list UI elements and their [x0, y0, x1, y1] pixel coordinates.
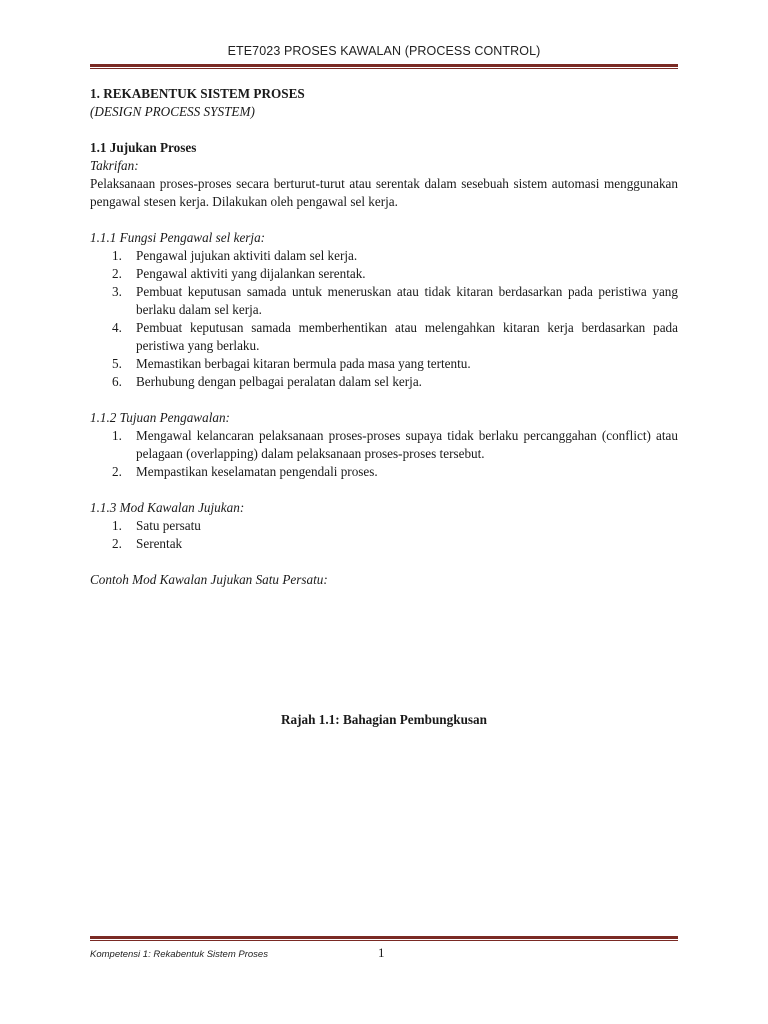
fungsi-heading: 1.1.1 Fungsi Pengawal sel kerja:: [90, 230, 266, 245]
list-text: Pembuat keputusan samada memberhentikan atau melengahkan kitaran kerja berdasarkan pada peristiwa yang berlaku.: [136, 320, 678, 353]
list-item: [90, 265, 678, 283]
list-item: [90, 319, 678, 355]
list-text: Mempastikan keselamatan pengendali proses.: [136, 464, 378, 479]
list-text: Memastikan berbagai kitaran bermula pada masa yang tertentu.: [136, 356, 471, 371]
list-item: [90, 355, 678, 373]
list-item: [90, 517, 678, 535]
list-number: 3.: [112, 284, 122, 299]
tujuan-heading: 1.1.2 Tujuan Pengawalan:: [90, 410, 230, 425]
list-number: 1.: [112, 248, 122, 263]
list-text: Serentak: [136, 536, 183, 551]
list-item: [90, 427, 678, 463]
list-number: 5.: [112, 356, 122, 371]
list-number: 2.: [112, 536, 122, 551]
list-item: [90, 535, 678, 553]
tujuan-list: [90, 427, 678, 481]
example-heading: Contoh Mod Kawalan Jujukan Satu Persatu:: [90, 572, 328, 587]
section-title: 1. REKABENTUK SISTEM PROSES: [90, 86, 305, 101]
mod-list: [90, 517, 678, 553]
list-text: Pembuat keputusan samada untuk meneruskan atau tidak kitaran berdasarkan pada peristiwa yang berlaku dalam sel kerja.: [136, 284, 678, 317]
footer-rule: [90, 936, 678, 941]
list-item: [90, 283, 678, 319]
running-header: ETE7023 PROSES KAWALAN (PROCESS CONTROL): [227, 44, 541, 58]
definition-label: Takrifan:: [90, 158, 139, 173]
fungsi-list: [90, 247, 678, 391]
main-content: [90, 85, 678, 589]
list-text: Pengawal aktiviti yang dijalankan serentak.: [136, 266, 366, 281]
header-rule: [90, 64, 678, 69]
list-number: 4.: [112, 320, 122, 335]
list-number: 1.: [112, 428, 122, 443]
page-number: 1: [378, 945, 385, 960]
section-subtitle: (DESIGN PROCESS SYSTEM): [90, 104, 255, 119]
list-number: 1.: [112, 518, 122, 533]
list-item: [90, 373, 678, 391]
list-text: Satu persatu: [136, 518, 201, 533]
list-number: 6.: [112, 374, 122, 389]
list-item: [90, 463, 678, 481]
list-number: 2.: [112, 266, 122, 281]
list-item: [90, 247, 678, 265]
figure-caption: Rajah 1.1: Bahagian Pembungkusan: [281, 712, 487, 727]
list-text: Mengawal kelancaran pelaksanaan proses-proses supaya tidak berlaku percanggahan (conflict) atau pelagaan (overlapping) dalam pelaksanaan proses-proses tersebut.: [136, 428, 678, 461]
definition-text: Pelaksanaan proses-proses secara berturut-turut atau serentak dalam sesebuah sistem automasi menggunakan pengawal stesen kerja. Dilakukan oleh pengawal sel kerja.: [90, 176, 678, 209]
mod-heading: 1.1.3 Mod Kawalan Jujukan:: [90, 500, 245, 515]
list-text: Berhubung dengan pelbagai peralatan dalam sel kerja.: [136, 374, 422, 389]
list-number: 2.: [112, 464, 122, 479]
subsection-title: 1.1 Jujukan Proses: [90, 140, 197, 155]
footer-text: Kompetensi 1: Rekabentuk Sistem Proses: [90, 949, 268, 960]
list-text: Pengawal jujukan aktiviti dalam sel kerja.: [136, 248, 358, 263]
